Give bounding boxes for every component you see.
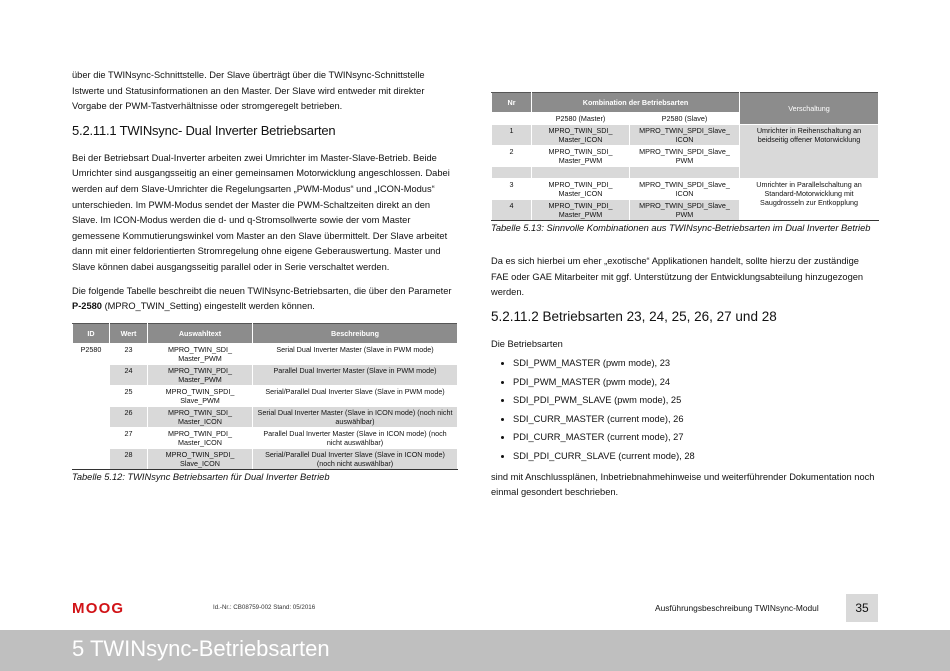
cell-text: MPRO_TWIN_PDI_ Master_PWM (148, 364, 253, 385)
table-caption-5-13: Tabelle 5.13: Sinnvolle Kombinationen aus TWINsync-Betriebsarten im Dual Inverter Betrieb (491, 223, 871, 233)
cell-text: MPRO_TWIN_PDI_ Master_ICON (148, 427, 253, 448)
header-beschreibung: Beschreibung (253, 323, 458, 343)
cell-empty (630, 167, 740, 179)
table-row (73, 343, 458, 364)
cell-slave: MPRO_TWIN_SPDI_Slave_ PWM (630, 146, 740, 167)
cell-wert: 24 (110, 364, 148, 385)
cell-wert: 25 (110, 385, 148, 406)
section-heading-5-2-11-2: 5.2.11.2 Betriebsarten 23, 24, 25, 26, 27 und 28 (491, 308, 777, 324)
cell-master: MPRO_TWIN_SDI_ Master_ICON (532, 125, 630, 146)
header-wert: Wert (110, 323, 148, 343)
combinations-table (491, 92, 879, 221)
chapter-title: 5 TWINsync-Betriebsarten (72, 636, 330, 661)
cell-desc: Serial/Parallel Dual Inverter Slave (Slave in PWM mode) (253, 385, 458, 406)
cell-desc: Parallel Dual Inverter Master (Slave in PWM mode) (253, 364, 458, 385)
header-kombination: Kombination der Betriebsarten (532, 93, 740, 113)
exotic-paragraph: Da es sich hierbei um eher „exotische“ Applikationen handelt, sollte hierzu der zuständige FAE oder GAE Mitarbeiter mit ggf. Unterstützung der Entwicklungsabteilung hinzugezogen werden. (491, 256, 864, 298)
cell-id (73, 406, 110, 427)
cell-nr: 2 (492, 146, 532, 167)
cell-wert: 28 (110, 448, 148, 469)
cell-master: MPRO_TWIN_SDI_ Master_PWM (532, 146, 630, 167)
text-span: (MPRO_TWIN_Setting) eingestellt werden können. (101, 301, 315, 312)
list-item: • SDI_PDI_CURR_SLAVE (current mode), 28 (513, 449, 879, 464)
list-item: • SDI_PDI_PWM_SLAVE (pwm mode), 25 (513, 393, 879, 408)
table-row (492, 125, 879, 146)
dual-inverter-paragraph: Bei der Betriebsart Dual-Inverter arbeiten zwei Umrichter im Master-Slave-Betrieb. Beide Umrichter sind ausgangsseitig an einer gemeinsamen Motorwicklung angeschlossen. Dabei werden auf dem Slave-Umrichter die Regelungsarten „PWM-Modus“ und „ICON-Modus“ unterschieden. Im PWM-Modus sendet der Master die PWM-Schaltzeiten direkt an den Slave. Im ICON-Modus werden die d- und q-Stromsollwerte sowie der vom Master gemessene Kommutierungswinkel vom Master an den Slave übermittelt. Der Slave arbeitet dann mit einer feldorientierten Stromregelung ohne eigene Geberauswertung. Master und Slave können dabei ausgangsseitig parallel oder in Serie verschaltet werden. (72, 152, 450, 272)
page-number: 35 (846, 594, 878, 622)
cell-nr: 1 (492, 125, 532, 146)
cell-desc: Serial Dual Inverter Master (Slave in PWM mode) (253, 343, 458, 364)
cell-verschaltung-serial: Umrichter in Reihenschaltung an beidseitig offener Motorwicklung (740, 125, 879, 179)
table-row (73, 364, 458, 385)
cell-slave: MPRO_TWIN_SPDI_Slave_ ICON (630, 125, 740, 146)
modes-outro: sind mit Anschlussplänen, Inbetriebnahmehinweise und weiterführender Dokumentation noch einmal gesondert beschrieben. (491, 471, 875, 498)
moog-logo: MOOG (72, 600, 125, 617)
list-item: • PDI_CURR_MASTER (current mode), 27 (513, 430, 879, 445)
cell-nr: 4 (492, 200, 532, 221)
cell-slave: MPRO_TWIN_SPDI_Slave_ PWM (630, 200, 740, 221)
cell-id (73, 427, 110, 448)
cell-empty (492, 113, 532, 125)
cell-text: MPRO_TWIN_SPDI_ Slave_PWM (148, 385, 253, 406)
cell-wert: 26 (110, 406, 148, 427)
document-title: Ausführungsbeschreibung TWINsync-Modul (655, 603, 819, 613)
header-id: ID (73, 323, 110, 343)
cell-empty (492, 167, 532, 179)
table-row (492, 179, 879, 200)
cell-desc: Serial/Parallel Dual Inverter Slave (Slave in ICON mode) (noch nicht auswählbar) (253, 448, 458, 469)
cell-desc: Parallel Dual Inverter Master (Slave in ICON mode) (noch nicht auswählbar) (253, 427, 458, 448)
cell-wert: 27 (110, 427, 148, 448)
cell-id (73, 385, 110, 406)
intro-paragraph: über die TWINsync-Schnittstelle. Der Slave überträgt über die TWINsync-Schnittstelle Istwerte und Statusinformationen an den Master. Der Slave wird entweder mit direkter Vorgabe der PWM-Tastverhältnisse oder stromgeregelt betrieben. (72, 70, 425, 112)
text-span: Die folgende Tabelle beschreibt die neuen TWINsync-Betriebsarten, die über den Parameter (72, 285, 452, 296)
header-verschaltung: Verschaltung (740, 93, 879, 125)
table-header-row (492, 93, 879, 113)
list-item: • SDI_PWM_MASTER (pwm mode), 23 (513, 356, 879, 371)
section-heading-5-2-11-1: 5.2.11.1 TWINsync- Dual Inverter Betriebsarten (72, 122, 336, 138)
document-id: Id.-Nr.: CB08759-002 Stand: 05/2016 (213, 604, 316, 611)
table-row (73, 427, 458, 448)
cell-desc: Serial Dual Inverter Master (Slave in ICON mode) (noch nicht auswählbar) (253, 406, 458, 427)
list-item: • SDI_CURR_MASTER (current mode), 26 (513, 412, 879, 427)
table-row (73, 385, 458, 406)
cell-empty (532, 167, 630, 179)
header-nr: Nr (492, 93, 532, 113)
left-column (72, 68, 458, 483)
cell-text: MPRO_TWIN_SDI_ Master_PWM (148, 343, 253, 364)
table-row (73, 448, 458, 469)
parameter-name: P-2580 (72, 301, 102, 312)
list-item: • PDI_PWM_MASTER (pwm mode), 24 (513, 375, 879, 390)
cell-wert: 23 (110, 343, 148, 364)
header-auswahltext: Auswahltext (148, 323, 253, 343)
cell-text: MPRO_TWIN_SDI_ Master_ICON (148, 406, 253, 427)
subheader-slave: P2580 (Slave) (630, 113, 740, 125)
modes-list (491, 356, 879, 464)
subheader-master: P2580 (Master) (532, 113, 630, 125)
table-row (73, 406, 458, 427)
cell-verschaltung-parallel: Umrichter in Parallelschaltung an Standard-Motorwicklung mit Saugdrosseln zur Entkopplung (740, 179, 879, 221)
modes-intro: Die Betriebsarten (491, 338, 563, 349)
cell-nr: 3 (492, 179, 532, 200)
cell-slave: MPRO_TWIN_SPDI_Slave_ ICON (630, 179, 740, 200)
cell-master: MPRO_TWIN_PDI_ Master_ICON (532, 179, 630, 200)
table-header-row (73, 323, 458, 343)
cell-master: MPRO_TWIN_PDI_ Master_PWM (532, 200, 630, 221)
cell-text: MPRO_TWIN_SPDI_ Slave_ICON (148, 448, 253, 469)
cell-id: P2580 (73, 343, 110, 364)
table-intro-paragraph (72, 284, 458, 315)
cell-id (73, 448, 110, 469)
operating-modes-table (72, 323, 458, 470)
cell-id (73, 364, 110, 385)
right-column (491, 92, 879, 509)
table-caption-5-12: Tabelle 5.12: TWINsync Betriebsarten für Dual Inverter Betrieb (72, 471, 330, 482)
